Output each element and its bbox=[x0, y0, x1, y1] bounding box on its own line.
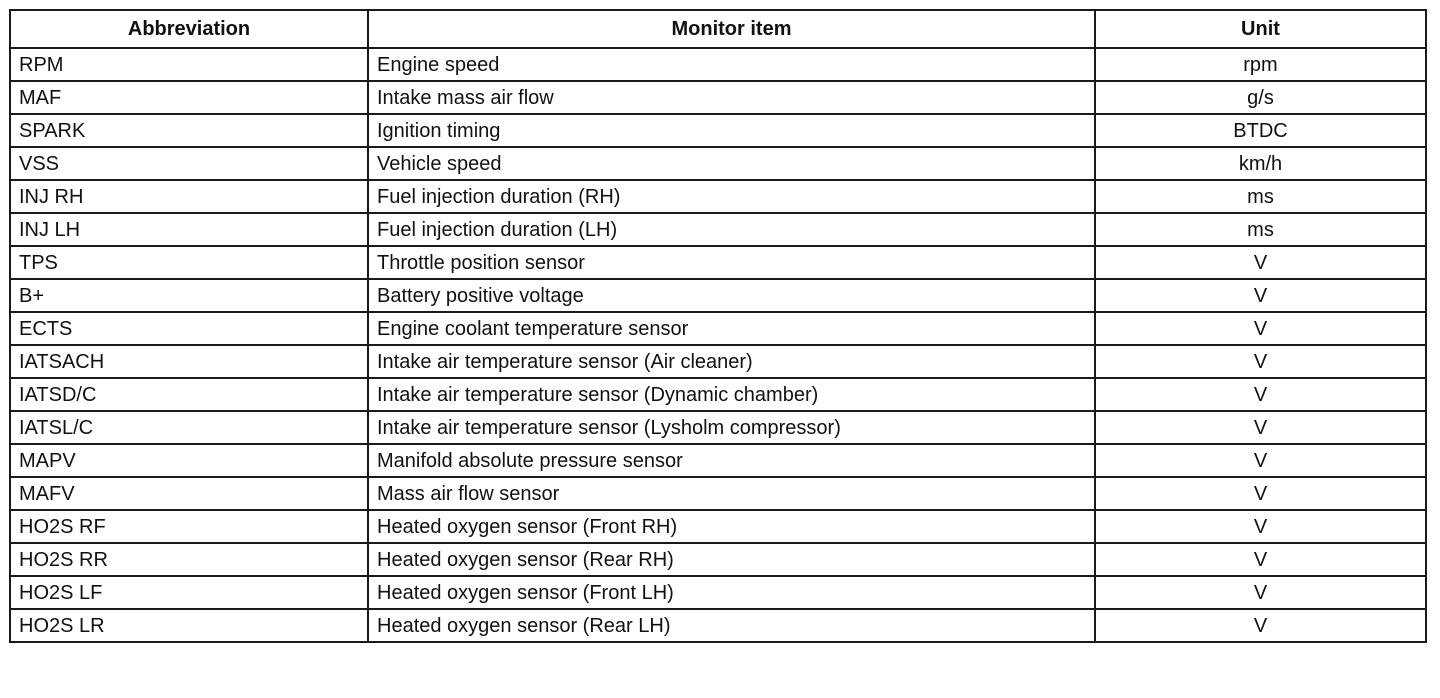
table-row bbox=[10, 609, 1426, 642]
table-row bbox=[10, 576, 1426, 609]
monitor-item-cell: Intake mass air flow bbox=[368, 81, 1095, 114]
unit-cell: V bbox=[1095, 609, 1426, 642]
abbreviation-cell: MAFV bbox=[10, 477, 368, 510]
unit-cell: V bbox=[1095, 411, 1426, 444]
monitor-item-cell: Heated oxygen sensor (Rear RH) bbox=[368, 543, 1095, 576]
monitor-item-cell: Fuel injection duration (LH) bbox=[368, 213, 1095, 246]
monitor-item-cell: Heated oxygen sensor (Front RH) bbox=[368, 510, 1095, 543]
monitor-item-cell: Fuel injection duration (RH) bbox=[368, 180, 1095, 213]
monitor-item-cell: Vehicle speed bbox=[368, 147, 1095, 180]
unit-cell: V bbox=[1095, 510, 1426, 543]
unit-cell: V bbox=[1095, 543, 1426, 576]
abbreviation-cell: ECTS bbox=[10, 312, 368, 345]
abbreviation-cell: HO2S RF bbox=[10, 510, 368, 543]
abbreviation-cell: IATSACH bbox=[10, 345, 368, 378]
monitor-item-cell: Manifold absolute pressure sensor bbox=[368, 444, 1095, 477]
monitor-item-cell: Intake air temperature sensor (Air cleaner) bbox=[368, 345, 1095, 378]
monitor-item-cell: Heated oxygen sensor (Rear LH) bbox=[368, 609, 1095, 642]
table-row bbox=[10, 510, 1426, 543]
unit-cell: ms bbox=[1095, 213, 1426, 246]
table-body bbox=[10, 48, 1426, 642]
header-row bbox=[10, 10, 1426, 48]
table-row bbox=[10, 378, 1426, 411]
unit-cell: V bbox=[1095, 477, 1426, 510]
monitor-item-cell: Throttle position sensor bbox=[368, 246, 1095, 279]
unit-cell: V bbox=[1095, 279, 1426, 312]
monitor-item-cell: Intake air temperature sensor (Dynamic chamber) bbox=[368, 378, 1095, 411]
unit-cell: V bbox=[1095, 312, 1426, 345]
monitor-item-cell: Engine speed bbox=[368, 48, 1095, 81]
abbreviation-cell: MAPV bbox=[10, 444, 368, 477]
table-row bbox=[10, 345, 1426, 378]
abbreviation-cell: RPM bbox=[10, 48, 368, 81]
table-header bbox=[10, 10, 1426, 48]
table-row bbox=[10, 81, 1426, 114]
monitor-items-table-container bbox=[9, 9, 1425, 643]
abbreviation-cell: HO2S LF bbox=[10, 576, 368, 609]
abbreviation-cell: HO2S RR bbox=[10, 543, 368, 576]
abbreviation-cell: B+ bbox=[10, 279, 368, 312]
abbreviation-cell: VSS bbox=[10, 147, 368, 180]
monitor-item-cell: Engine coolant temperature sensor bbox=[368, 312, 1095, 345]
monitor-item-cell: Intake air temperature sensor (Lysholm compressor) bbox=[368, 411, 1095, 444]
monitor-item-cell: Ignition timing bbox=[368, 114, 1095, 147]
abbreviation-cell: TPS bbox=[10, 246, 368, 279]
table-row bbox=[10, 411, 1426, 444]
table-row bbox=[10, 246, 1426, 279]
table-row bbox=[10, 543, 1426, 576]
header-unit: Unit bbox=[1095, 10, 1426, 48]
unit-cell: km/h bbox=[1095, 147, 1426, 180]
table-row bbox=[10, 180, 1426, 213]
abbreviation-cell: HO2S LR bbox=[10, 609, 368, 642]
header-abbreviation: Abbreviation bbox=[10, 10, 368, 48]
monitor-item-cell: Battery positive voltage bbox=[368, 279, 1095, 312]
monitor-items-table bbox=[9, 9, 1427, 643]
unit-cell: V bbox=[1095, 378, 1426, 411]
table-row bbox=[10, 312, 1426, 345]
unit-cell: ms bbox=[1095, 180, 1426, 213]
monitor-item-cell: Heated oxygen sensor (Front LH) bbox=[368, 576, 1095, 609]
unit-cell: V bbox=[1095, 576, 1426, 609]
table-row bbox=[10, 48, 1426, 81]
table-row bbox=[10, 444, 1426, 477]
abbreviation-cell: INJ RH bbox=[10, 180, 368, 213]
abbreviation-cell: MAF bbox=[10, 81, 368, 114]
unit-cell: BTDC bbox=[1095, 114, 1426, 147]
abbreviation-cell: INJ LH bbox=[10, 213, 368, 246]
abbreviation-cell: IATSD/C bbox=[10, 378, 368, 411]
unit-cell: rpm bbox=[1095, 48, 1426, 81]
unit-cell: V bbox=[1095, 345, 1426, 378]
monitor-item-cell: Mass air flow sensor bbox=[368, 477, 1095, 510]
table-row bbox=[10, 114, 1426, 147]
table-row bbox=[10, 279, 1426, 312]
table-row bbox=[10, 477, 1426, 510]
abbreviation-cell: SPARK bbox=[10, 114, 368, 147]
header-monitor-item: Monitor item bbox=[368, 10, 1095, 48]
unit-cell: V bbox=[1095, 444, 1426, 477]
unit-cell: V bbox=[1095, 246, 1426, 279]
unit-cell: g/s bbox=[1095, 81, 1426, 114]
table-row bbox=[10, 147, 1426, 180]
abbreviation-cell: IATSL/C bbox=[10, 411, 368, 444]
table-row bbox=[10, 213, 1426, 246]
